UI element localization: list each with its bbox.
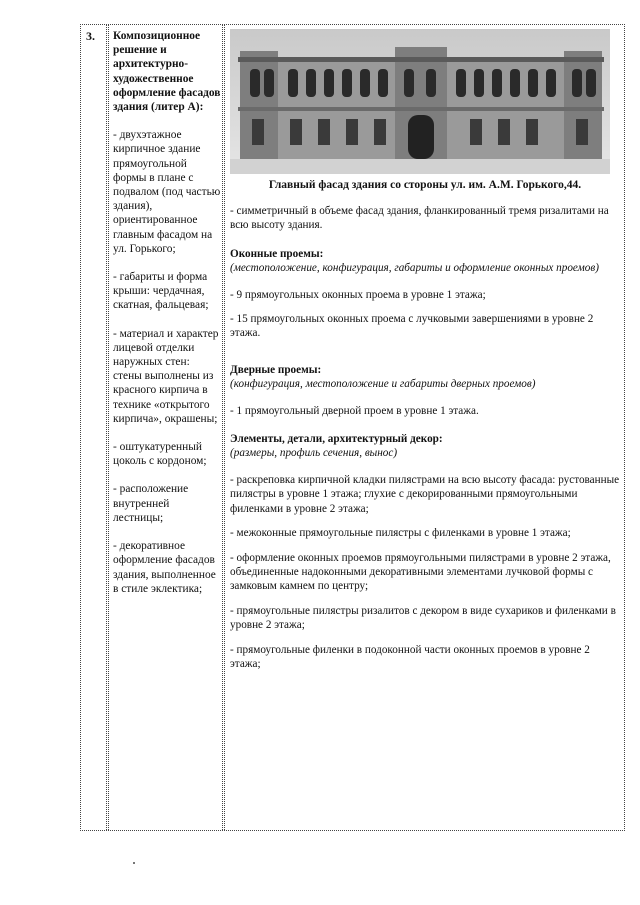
left-item: - двухэтажное кирпичное здание прямоугольной формы в плане с подвалом (под частью здания), ориентированное главным фасадом на ул. Горького;: [113, 129, 221, 255]
facade-description: - симметричный в объеме фасад здания, фланкированный тремя ризалитами на всю высоту здания.: [230, 205, 609, 232]
column-divider: [108, 25, 109, 830]
table-row: [80, 24, 625, 831]
photo-caption: Главный фасад здания со стороны ул. им. А.М. Горького,44.: [268, 179, 582, 191]
left-item: - расположение внутренней лестницы;: [113, 483, 189, 524]
decor-item: - прямоугольные пилястры ризалитов с декором в виде сухариков и филенками в уровне 2 этажа;: [230, 604, 616, 632]
column-divider: [222, 25, 223, 830]
decor-title: Элементы, детали, архитектурный декор:: [230, 433, 443, 446]
windows-item: - 9 прямоугольных оконных проема в уровне 1 этажа;: [230, 288, 486, 301]
doors-title: Дверные проемы:: [230, 363, 322, 376]
left-item: - оштукатуренный цоколь с кордоном;: [113, 441, 207, 468]
decor-item: - прямоугольные филенки в подоконной части оконных проемов в уровне 2 этажа;: [230, 643, 590, 670]
left-item: - материал и характер лицевой отделки наружных стен: стены выполнены из красного кирпича в технике «открытого кирпича», окрашены;: [113, 327, 219, 425]
windows-subtitle: (местоположение, конфигурация, габариты и оформление оконных проемов): [230, 262, 599, 275]
left-item: - декоративное оформление фасадов здания, выполненное в стиле эклектика;: [113, 540, 216, 595]
scan-speck: [133, 862, 135, 864]
column-divider: [224, 25, 225, 830]
left-column: [113, 29, 221, 610]
windows-title: Оконные проемы:: [230, 247, 324, 260]
decor-item: - раскреповка кирпичной кладки пилястрами на всю высоту фасада: рустованные пилястры в уровне 1 этажа; глухие с декорированными прямоугольными филенками в уровне 2 этажа;: [230, 473, 620, 515]
column-divider: [106, 25, 107, 830]
building-facade-photo: [230, 29, 610, 174]
doors-item: - 1 прямоугольный дверной проем в уровне 1 этажа.: [230, 404, 479, 417]
decor-item: - межоконные прямоугольные пилястры с филенками в уровне 1 этажа;: [230, 527, 571, 540]
left-item: - габариты и форма крыши: чердачная, скатная, фальцевая;: [113, 271, 209, 312]
doors-subtitle: (конфигурация, местоположение и габариты дверных проемов): [230, 378, 536, 391]
right-column: [230, 29, 620, 681]
windows-item: - 15 прямоугольных оконных проема с лучковыми завершениями в уровне 2 этажа.: [230, 313, 594, 340]
section-heading: Композиционное решение и архитектурно-художественное оформление фасадов здания (литер А):: [113, 30, 221, 114]
row-number: 3.: [86, 29, 95, 43]
decor-item: - оформление оконных проемов прямоугольными пилястрами в уровне 2 этажа, объединенные надоконными декоративными элементами лучковой формы с замковым камнем по центру;: [230, 551, 611, 593]
decor-subtitle: (размеры, профиль сечения, вынос): [230, 447, 398, 460]
